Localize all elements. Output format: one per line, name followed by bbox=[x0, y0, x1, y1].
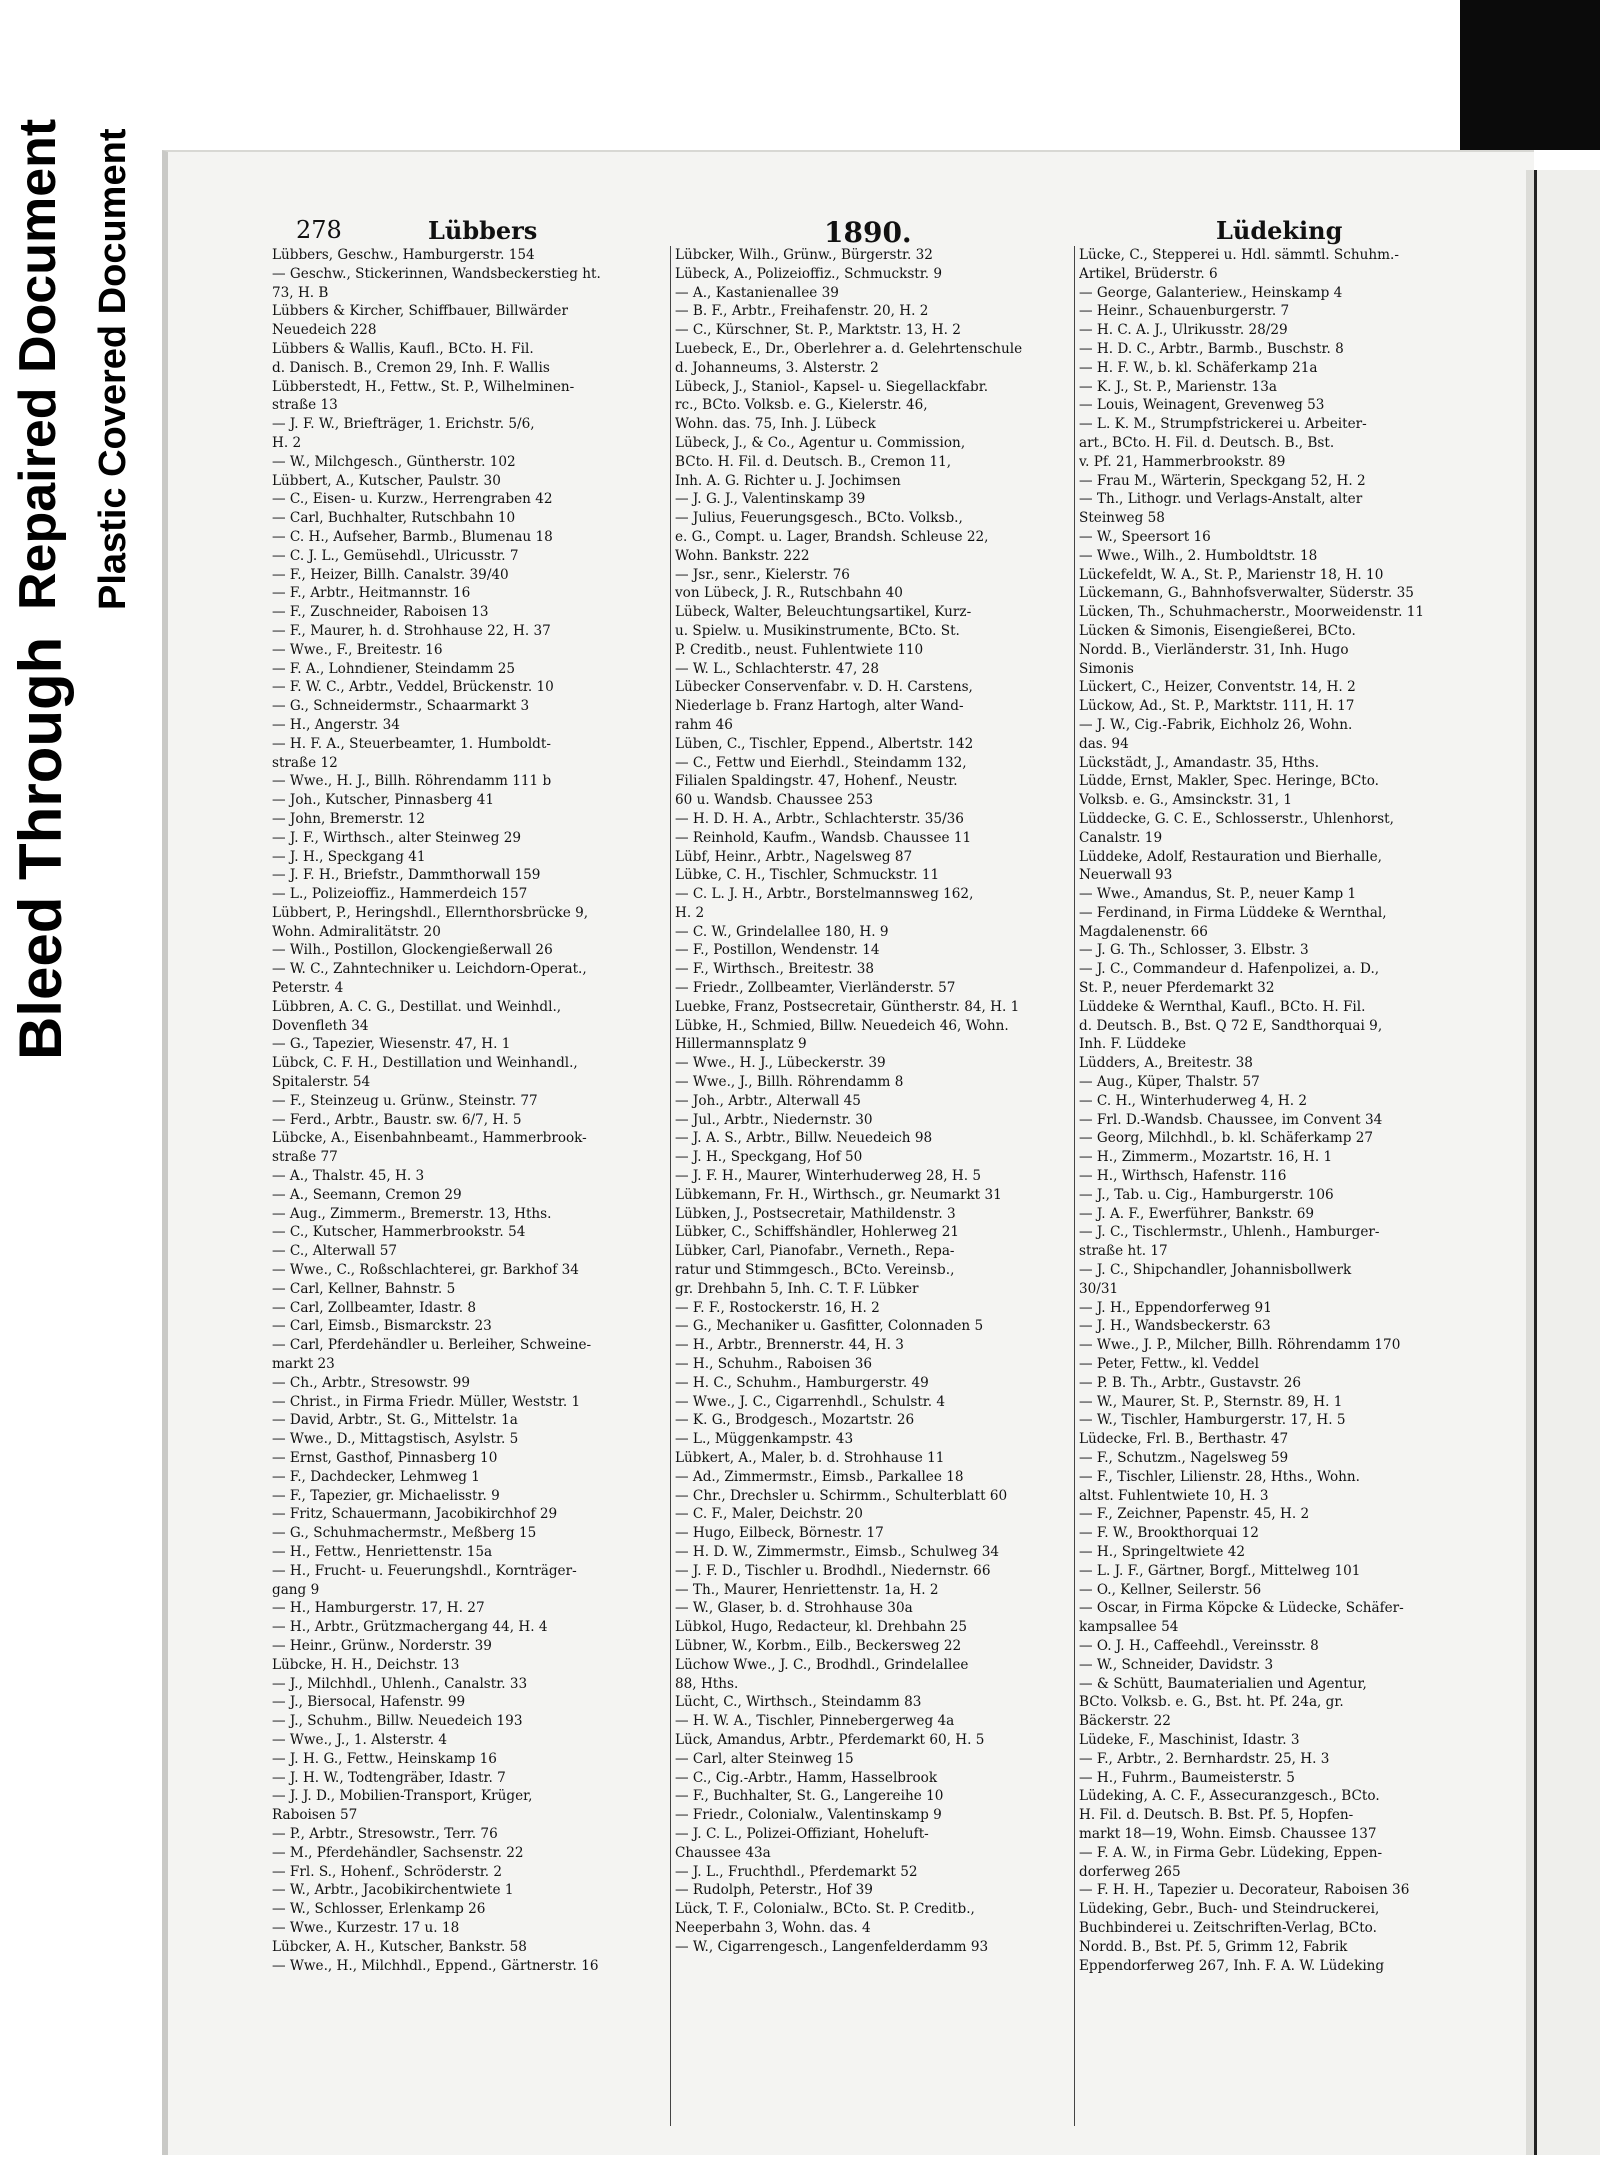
directory-entry: — H. C. A. J., Ulrikusstr. 28/29 bbox=[1079, 322, 1288, 339]
directory-entry: — M., Pferdehändler, Sachsenstr. 22 bbox=[272, 1844, 524, 1861]
directory-entry: — J. L., Fruchthdl., Pferdemarkt 52 bbox=[675, 1863, 918, 1880]
directory-entry: — Wwe., H., Milchhdl., Eppend., Gärtnerstr. 16 bbox=[272, 1957, 599, 1974]
directory-entry: Luebeck, E., Dr., Oberlehrer a. d. Gelehrtenschule bbox=[675, 340, 1023, 357]
directory-entry: Neuerwall 93 bbox=[1079, 867, 1173, 884]
directory-entry: — H. F. W., b. kl. Schäferkamp 21a bbox=[1079, 359, 1318, 376]
directory-entry: — Ernst, Gasthof, Pinnasberg 10 bbox=[272, 1450, 498, 1466]
directory-entry: — C. H., Winterhuderweg 4, H. 2 bbox=[1079, 1092, 1308, 1109]
directory-entry: — Wwe., J., 1. Alsterstr. 4 bbox=[272, 1731, 448, 1748]
directory-entry: Lübbers & Wallis, Kaufl., BCto. H. Fil. bbox=[272, 340, 534, 357]
directory-entry: — & Schütt, Baumaterialien und Agentur, bbox=[1079, 1675, 1367, 1692]
directory-entry: — H., Arbtr., Grützmachergang 44, H. 4 bbox=[272, 1619, 548, 1636]
column-3 bbox=[1074, 246, 1451, 2126]
directory-entry: H. Fil. d. Deutsch. B. Bst. Pf. 5, Hopfen- bbox=[1079, 1807, 1354, 1824]
directory-entry: Lückemann, G., Bahnhofsverwalter, Süderstr. 35 bbox=[1079, 585, 1414, 602]
directory-entry: — H., Fettw., Henriettenstr. 15a bbox=[272, 1543, 493, 1560]
directory-entry: — Friedr., Colonialw., Valentinskamp 9 bbox=[675, 1807, 942, 1824]
directory-entry: rc., BCto. Volksb. e. G., Kielerstr. 46, bbox=[675, 397, 928, 414]
directory-entry: — K. J., St. P., Marienstr. 13a bbox=[1079, 378, 1277, 395]
directory-entry: — L., Polizeioffiz., Hammerdeich 157 bbox=[272, 886, 528, 903]
directory-entry: straße 12 bbox=[272, 754, 338, 771]
directory-entry: — W., Schlosser, Erlenkamp 26 bbox=[272, 1901, 486, 1918]
directory-entry: — F. F., Rostockerstr. 16, H. 2 bbox=[675, 1299, 880, 1316]
directory-entry: — W., Maurer, St. P., Sternstr. 89, H. 1 bbox=[1079, 1393, 1343, 1410]
directory-entry: — J. F. W., Briefträger, 1. Erichstr. 5/6, bbox=[272, 416, 535, 433]
directory-entry: Lübke, C. H., Tischler, Schmuckstr. 11 bbox=[675, 867, 940, 884]
directory-entry: — H. D. C., Arbtr., Barmb., Buschstr. 8 bbox=[1079, 340, 1344, 357]
directory-entry: Lüddeke, Adolf, Restauration und Bierhalle, bbox=[1079, 848, 1382, 865]
directory-entry: — A., Thalstr. 45, H. 3 bbox=[272, 1168, 425, 1185]
directory-entry: — C., Fettw und Eierhdl., Steindamm 132, bbox=[675, 754, 967, 771]
directory-entry: Lück, T. F., Colonialw., BCto. St. P. Creditb., bbox=[675, 1901, 975, 1918]
directory-entry: P. Creditb., neust. Fuhlentwiete 110 bbox=[675, 641, 924, 658]
directory-entry: 88, Hths. bbox=[675, 1675, 739, 1692]
directory-entry: — Carl, alter Steinweg 15 bbox=[675, 1750, 854, 1767]
directory-entry: — Christ., in Firma Friedr. Müller, Weststr. 1 bbox=[272, 1393, 581, 1410]
directory-entry: — F., Buchhalter, St. G., Langereihe 10 bbox=[675, 1788, 944, 1805]
directory-entry: — George, Galanteriew., Heinskamp 4 bbox=[1079, 284, 1343, 301]
header-right-keyword: Lüdeking bbox=[1216, 216, 1343, 245]
directory-entry: — Wwe., D., Mittagstisch, Asylstr. 5 bbox=[272, 1431, 519, 1448]
page-gutter bbox=[1526, 170, 1534, 2155]
directory-entry: Lübecker Conservenfabr. v. D. H. Carstens, bbox=[675, 679, 973, 696]
directory-entry: — G., Schuhmachermstr., Meßberg 15 bbox=[272, 1525, 537, 1542]
directory-entry: — Ferd., Arbtr., Baustr. sw. 6/7, H. 5 bbox=[272, 1111, 522, 1128]
directory-entry: Simonis bbox=[1079, 660, 1134, 677]
directory-entry: straße 13 bbox=[272, 397, 338, 414]
directory-entry: — C. L. J. H., Arbtr., Borstelmannsweg 162, bbox=[675, 886, 974, 903]
directory-entry: — F., Zuschneider, Raboisen 13 bbox=[272, 604, 489, 621]
directory-entry: ratur und Stimmgesch., BCto. Vereinsb., bbox=[675, 1262, 955, 1279]
directory-entry: — J. C. L., Polizei-Offiziant, Hoheluft- bbox=[675, 1825, 929, 1842]
directory-entry: — C., Kutscher, Hammerbrookstr. 54 bbox=[272, 1224, 526, 1241]
directory-entry: d. Deutsch. B., Bst. Q 72 E, Sandthorquai 9, bbox=[1079, 1017, 1383, 1034]
directory-entry: — K. G., Brodgesch., Mozartstr. 26 bbox=[675, 1412, 915, 1429]
directory-entry: — J., Biersocal, Hafenstr. 99 bbox=[272, 1694, 466, 1711]
directory-entry: — J. F. H., Briefstr., Dammthorwall 159 bbox=[272, 867, 541, 884]
directory-entry: BCto. Volksb. e. G., Bst. ht. Pf. 24a, gr. bbox=[1079, 1694, 1344, 1711]
directory-entry: Lüdeke, F., Maschinist, Idastr. 3 bbox=[1079, 1731, 1300, 1748]
directory-entry: — Joh., Kutscher, Pinnasberg 41 bbox=[272, 792, 495, 809]
directory-entry: Lübcke, A., Eisenbahnbeamt., Hammerbrook- bbox=[272, 1130, 587, 1147]
directory-entry: Lüdde, Ernst, Makler, Spec. Heringe, BCto. bbox=[1079, 773, 1380, 790]
directory-entry: d. Danisch. B., Cremon 29, Inh. F. Wallis bbox=[272, 359, 550, 376]
directory-entry: — Julius, Feuerungsgesch., BCto. Volksb., bbox=[675, 510, 963, 527]
directory-entry: altst. Fuhlentwiete 10, H. 3 bbox=[1079, 1487, 1269, 1504]
directory-entry: Lübf, Heinr., Arbtr., Nagelsweg 87 bbox=[675, 848, 913, 865]
directory-entry: — Georg, Milchhdl., b. kl. Schäferkamp 27 bbox=[1079, 1130, 1374, 1147]
directory-entry: — J. C., Shipchandler, Johannisbollwerk bbox=[1079, 1262, 1352, 1279]
directory-entry: — J. C., Commandeur d. Hafenpolizei, a. D., bbox=[1079, 961, 1380, 978]
directory-entry: — J. F. D., Tischler u. Brodhdl., Niedernstr. 66 bbox=[675, 1562, 991, 1579]
directory-entry: Inh. F. Lüddeke bbox=[1079, 1036, 1186, 1053]
directory-entry: — W., Tischler, Hamburgerstr. 17, H. 5 bbox=[1079, 1412, 1346, 1429]
directory-entry: — Wwe., C., Roßschlachterei, gr. Barkhof 34 bbox=[272, 1262, 579, 1279]
directory-entry: Lübeck, J., Staniol-, Kapsel- u. Siegellackfabr. bbox=[675, 378, 989, 395]
directory-entry: Lübbert, P., Heringshdl., Ellernthorsbrücke 9, bbox=[272, 904, 589, 921]
directory-entry: — W. C., Zahntechniker u. Leichdorn-Operat., bbox=[272, 961, 587, 978]
directory-entry: — Frl. D.-Wandsb. Chaussee, im Convent 34 bbox=[1079, 1111, 1383, 1128]
directory-entry: — H., Angerstr. 34 bbox=[272, 716, 400, 733]
directory-entry: Hillermannsplatz 9 bbox=[675, 1036, 807, 1053]
directory-entry: — Hugo, Eilbeck, Börnestr. 17 bbox=[675, 1525, 884, 1542]
directory-entry: — F., Maurer, h. d. Strohhause 22, H. 37 bbox=[272, 622, 551, 639]
directory-entry: Lückstädt, J., Amandastr. 35, Hths. bbox=[1079, 754, 1320, 771]
directory-entry: Spitalerstr. 54 bbox=[272, 1074, 371, 1091]
directory-entry: — O., Kellner, Seilerstr. 56 bbox=[1079, 1581, 1262, 1598]
directory-entry: Nordd. B., Vierländerstr. 31, Inh. Hugo bbox=[1079, 641, 1349, 658]
directory-entry: — W., Arbtr., Jacobikirchentwiete 1 bbox=[272, 1882, 514, 1899]
directory-entry: — Fritz, Schauermann, Jacobikirchhof 29 bbox=[272, 1506, 558, 1523]
directory-entry: Lübcker, Wilh., Grünw., Bürgerstr. 32 bbox=[675, 247, 933, 263]
plastic-covered-document-label: Plastic Covered Document bbox=[92, 128, 134, 610]
directory-entry: — W., Schneider, Davidstr. 3 bbox=[1079, 1656, 1274, 1673]
directory-entry: Lücken & Simonis, Eisengießerei, BCto. bbox=[1079, 622, 1356, 639]
directory-entry: Wohn. Bankstr. 222 bbox=[675, 547, 810, 564]
directory-entry: — W., Glaser, b. d. Strohhause 30a bbox=[675, 1600, 913, 1617]
directory-entry: — Th., Lithogr. und Verlags-Anstalt, alter bbox=[1079, 491, 1363, 508]
directory-entry: Neeperbahn 3, Wohn. das. 4 bbox=[675, 1919, 871, 1936]
directory-entry: St. P., neuer Pferdemarkt 32 bbox=[1079, 980, 1275, 997]
directory-entry: u. Spielw. u. Musikinstrumente, BCto. St. bbox=[675, 622, 960, 639]
directory-entry: Lück, Amandus, Arbtr., Pferdemarkt 60, H. 5 bbox=[675, 1731, 985, 1748]
directory-entry: von Lübeck, J. R., Rutschbahn 40 bbox=[675, 585, 903, 602]
directory-entry: — F., Arbtr., 2. Bernhardstr. 25, H. 3 bbox=[1079, 1750, 1330, 1767]
directory-entry: — F., Dachdecker, Lehmweg 1 bbox=[272, 1468, 480, 1485]
directory-entry: — J. H., Eppendorferweg 91 bbox=[1079, 1299, 1272, 1316]
directory-entry: BCto. H. Fil. d. Deutsch. B., Cremon 11, bbox=[675, 453, 952, 470]
directory-entry: Lückow, Ad., St. P., Marktstr. 111, H. 17 bbox=[1079, 698, 1355, 715]
directory-entry: — Carl, Kellner, Bahnstr. 5 bbox=[272, 1280, 456, 1297]
adjacent-page-edge bbox=[1534, 170, 1600, 2155]
page-number: 278 bbox=[296, 216, 342, 244]
directory-entry: Lücken, Th., Schuhmacherstr., Moorweidenstr. 11 bbox=[1079, 604, 1425, 621]
directory-entry: Lüddecke, G. C. E., Schlosserstr., Uhlenhorst, bbox=[1079, 810, 1394, 827]
directory-entry: — C., Cig.-Arbtr., Hamm, Hasselbrook bbox=[675, 1769, 938, 1786]
directory-entry: — H., Hamburgerstr. 17, H. 27 bbox=[272, 1600, 485, 1617]
directory-entry: — H., Frucht- u. Feuerungshdl., Kornträger- bbox=[272, 1562, 577, 1579]
directory-entry: Lücke, C., Stepperei u. Hdl. sämmtl. Schuhm.- bbox=[1079, 247, 1399, 263]
directory-entry: — A., Kastanienallee 39 bbox=[675, 284, 839, 301]
directory-entry: — H., Wirthsch, Hafenstr. 116 bbox=[1079, 1168, 1287, 1185]
directory-entry: Eppendorferweg 267, Inh. F. A. W. Lüdeking bbox=[1079, 1957, 1385, 1974]
directory-entry: — J. C., Tischlermstr., Uhlenh., Hamburger- bbox=[1079, 1224, 1380, 1241]
directory-entry: — F. A. W., in Firma Gebr. Lüdeking, Eppen- bbox=[1079, 1844, 1383, 1861]
directory-entry: — G., Schneidermstr., Schaarmarkt 3 bbox=[272, 698, 530, 715]
header-year: 1890. bbox=[824, 216, 912, 249]
directory-entry: — W., Milchgesch., Güntherstr. 102 bbox=[272, 453, 516, 470]
directory-entry: — Joh., Arbtr., Alterwall 45 bbox=[675, 1092, 861, 1109]
directory-entry: — J. J. D., Mobilien-Transport, Krüger, bbox=[272, 1788, 533, 1805]
directory-entry: — J. F. H., Maurer, Winterhuderweg 28, H. 5 bbox=[675, 1168, 982, 1185]
directory-entry: — Carl, Pferdehändler u. Berleiher, Schweine- bbox=[272, 1337, 592, 1354]
directory-entry: — H. D. H. A., Arbtr., Schlachterstr. 35/36 bbox=[675, 810, 964, 827]
directory-entry: Lüddeke & Wernthal, Kaufl., BCto. H. Fil. bbox=[1079, 998, 1366, 1015]
directory-entry: Filialen Spaldingstr. 47, Hohenf., Neustr. bbox=[675, 773, 958, 790]
directory-entry: Wohn. Admiralitätstr. 20 bbox=[272, 923, 441, 940]
directory-entry: — J., Milchhdl., Uhlenh., Canalstr. 33 bbox=[272, 1675, 528, 1692]
directory-entry: — Reinhold, Kaufm., Wandsb. Chaussee 11 bbox=[675, 829, 972, 846]
directory-entry: — J., Schuhm., Billw. Neuedeich 193 bbox=[272, 1713, 523, 1730]
directory-entry: — Ferdinand, in Firma Lüddeke & Wernthal, bbox=[1079, 904, 1387, 921]
directory-entry: Lübeck, A., Polizeioffiz., Schmuckstr. 9 bbox=[675, 265, 943, 282]
directory-entry: — Th., Maurer, Henriettenstr. 1a, H. 2 bbox=[675, 1581, 939, 1598]
directory-entry: — Wwe., H. J., Lübeckerstr. 39 bbox=[675, 1055, 886, 1072]
directory-entry: — Wwe., H. J., Billh. Röhrendamm 111 b bbox=[272, 773, 552, 790]
directory-entry: Lüben, C., Tischler, Eppend., Albertstr. 142 bbox=[675, 735, 974, 752]
directory-entry: d. Johanneums, 3. Alsterstr. 2 bbox=[675, 359, 879, 376]
directory-entry: — Frau M., Wärterin, Speckgang 52, H. 2 bbox=[1079, 472, 1366, 489]
repaired-document-label: Repaired Document bbox=[9, 118, 67, 610]
directory-entry: H. 2 bbox=[675, 904, 705, 921]
directory-entry: — Rudolph, Peterstr., Hof 39 bbox=[675, 1882, 873, 1899]
directory-entry: Magdalenenstr. 66 bbox=[1079, 923, 1208, 940]
directory-entry: Chaussee 43a bbox=[675, 1844, 771, 1861]
directory-entry: H. 2 bbox=[272, 434, 302, 451]
directory-entry: — John, Bremerstr. 12 bbox=[272, 810, 426, 827]
directory-entry: — C., Kürschner, St. P., Marktstr. 13, H. 2 bbox=[675, 322, 961, 339]
directory-entry: — C. J. L., Gemüsehdl., Ulricusstr. 7 bbox=[272, 547, 519, 564]
directory-entry: — F., Zeichner, Papenstr. 45, H. 2 bbox=[1079, 1506, 1310, 1523]
directory-entry: — Peter, Fettw., kl. Veddel bbox=[1079, 1356, 1259, 1373]
directory-entry: Lückert, C., Heizer, Conventstr. 14, H. 2 bbox=[1079, 679, 1356, 696]
directory-entry: Lückefeldt, W. A., St. P., Marienstr 18, H. 10 bbox=[1079, 566, 1384, 583]
directory-entry: — F., Arbtr., Heitmannstr. 16 bbox=[272, 585, 471, 602]
directory-entry: Lübkert, A., Maler, b. d. Strohhause 11 bbox=[675, 1450, 945, 1466]
directory-entry: Lübcker, A. H., Kutscher, Bankstr. 58 bbox=[272, 1938, 527, 1955]
directory-entry: Nordd. B., Bst. Pf. 5, Grimm 12, Fabrik bbox=[1079, 1938, 1348, 1955]
directory-entry: Lüchow Wwe., J. C., Brodhdl., Grindelallee bbox=[675, 1656, 969, 1673]
directory-entry: — Chr., Drechsler u. Schirmm., Schulterblatt 60 bbox=[675, 1487, 1008, 1504]
directory-entry: — P., Arbtr., Stresowstr., Terr. 76 bbox=[272, 1825, 498, 1842]
directory-entry: — J. H., Speckgang, Hof 50 bbox=[675, 1149, 863, 1166]
directory-entry: — F., Steinzeug u. Grünw., Steinstr. 77 bbox=[272, 1092, 538, 1109]
directory-entry: — W. L., Schlachterstr. 47, 28 bbox=[675, 660, 879, 677]
header-left-keyword: Lübbers bbox=[428, 216, 538, 245]
directory-entry: — C. H., Aufseher, Barmb., Blumenau 18 bbox=[272, 528, 553, 545]
directory-entry: gang 9 bbox=[272, 1581, 320, 1598]
directory-entry: Lübeck, Walter, Beleuchtungsartikel, Kurz- bbox=[675, 604, 972, 621]
directory-entry: — J. G. J., Valentinskamp 39 bbox=[675, 491, 866, 508]
directory-entry: — F. H. H., Tapezier u. Decorateur, Raboisen 36 bbox=[1079, 1882, 1410, 1899]
directory-entry: Lübner, W., Korbm., Eilb., Beckersweg 22 bbox=[675, 1637, 962, 1654]
directory-entry: — F., Wirthsch., Breitestr. 38 bbox=[675, 961, 875, 978]
directory-columns bbox=[272, 246, 1425, 2126]
directory-entry: — Jul., Arbtr., Niedernstr. 30 bbox=[675, 1111, 873, 1128]
directory-entry: — G., Tapezier, Wiesenstr. 47, H. 1 bbox=[272, 1036, 511, 1053]
directory-entry: Lücht, C., Wirthsch., Steindamm 83 bbox=[675, 1694, 922, 1711]
directory-entry: Lüdders, A., Breitestr. 38 bbox=[1079, 1055, 1253, 1072]
directory-entry: Bäckerstr. 22 bbox=[1079, 1713, 1171, 1730]
directory-entry: Lüdeking, A. C. F., Assecuranzgesch., BCto. bbox=[1079, 1788, 1380, 1805]
directory-entry: — Wwe., J., Billh. Röhrendamm 8 bbox=[675, 1074, 904, 1091]
directory-entry: — F., Postillon, Wendenstr. 14 bbox=[675, 942, 880, 959]
directory-entry: Volksb. e. G., Amsinckstr. 31, 1 bbox=[1079, 792, 1292, 809]
directory-entry: — F., Tapezier, gr. Michaelisstr. 9 bbox=[272, 1487, 500, 1504]
directory-entry: — H. C., Schuhm., Hamburgerstr. 49 bbox=[675, 1374, 929, 1391]
directory-entry: gr. Drehbahn 5, Inh. C. T. F. Lübker bbox=[675, 1280, 919, 1297]
directory-entry: — F. W., Brookthorquai 12 bbox=[1079, 1525, 1259, 1542]
directory-entry: — H., Fuhrm., Baumeisterstr. 5 bbox=[1079, 1769, 1295, 1786]
directory-entry: — H., Zimmerm., Mozartstr. 16, H. 1 bbox=[1079, 1149, 1333, 1166]
directory-entry: Lübken, J., Postsecretair, Mathildenstr. 3 bbox=[675, 1205, 956, 1222]
directory-entry: — H. D. W., Zimmermstr., Eimsb., Schulweg 34 bbox=[675, 1543, 1000, 1560]
directory-entry: — Aug., Küper, Thalstr. 57 bbox=[1079, 1074, 1260, 1091]
directory-entry: markt 23 bbox=[272, 1356, 335, 1373]
directory-entry: — Frl. S., Hohenf., Schröderstr. 2 bbox=[272, 1863, 503, 1880]
directory-entry: Lübke, H., Schmied, Billw. Neuedeich 46, Wohn. bbox=[675, 1017, 1009, 1034]
directory-entry: Lübbers, Geschw., Hamburgerstr. 154 bbox=[272, 247, 535, 263]
directory-entry: — Carl, Buchhalter, Rutschbahn 10 bbox=[272, 510, 516, 527]
directory-entry: — Aug., Zimmerm., Bremerstr. 13, Hths. bbox=[272, 1205, 552, 1222]
directory-entry: — Oscar, in Firma Köpcke & Lüdecke, Schäfer- bbox=[1079, 1600, 1404, 1617]
directory-entry: — J. G. Th., Schlosser, 3. Elbstr. 3 bbox=[1079, 942, 1309, 959]
directory-entry: — P. B. Th., Arbtr., Gustavstr. 26 bbox=[1079, 1374, 1302, 1391]
directory-entry: — L. K. M., Strumpfstrickerei u. Arbeiter- bbox=[1079, 416, 1367, 433]
directory-entry: Raboisen 57 bbox=[272, 1807, 358, 1824]
directory-entry: — G., Mechaniker u. Gasfitter, Colonnaden 5 bbox=[675, 1318, 984, 1335]
directory-entry: — Wwe., Wilh., 2. Humboldtstr. 18 bbox=[1079, 547, 1318, 564]
directory-entry: — C. F., Maler, Deichstr. 20 bbox=[675, 1506, 863, 1523]
directory-entry: Dovenfleth 34 bbox=[272, 1017, 369, 1034]
directory-entry: 30/31 bbox=[1079, 1280, 1119, 1297]
directory-entry: Lübker, C., Schiffshändler, Hohlerweg 21 bbox=[675, 1224, 959, 1241]
directory-entry: — F. W. C., Arbtr., Veddel, Brückenstr. 10 bbox=[272, 679, 554, 696]
directory-entry: v. Pf. 21, Hammerbrookstr. 89 bbox=[1079, 453, 1286, 470]
directory-entry: Lübberstedt, H., Fettw., St. P., Wilhelminen- bbox=[272, 378, 575, 395]
directory-entry: Lübkol, Hugo, Redacteur, kl. Drehbahn 25 bbox=[675, 1619, 967, 1636]
directory-entry: Lübeck, J., & Co., Agentur u. Commission, bbox=[675, 434, 966, 451]
scan-background-corner bbox=[1460, 0, 1600, 150]
directory-entry: — J. A. S., Arbtr., Billw. Neuedeich 98 bbox=[675, 1130, 933, 1147]
directory-entry: 73, H. B bbox=[272, 284, 329, 301]
directory-entry: Luebke, Franz, Postsecretair, Güntherstr. 84, H. 1 bbox=[675, 998, 1020, 1015]
directory-entry: — L., Müggenkampstr. 43 bbox=[675, 1431, 854, 1448]
directory-entry: — Ad., Zimmermstr., Eimsb., Parkallee 18 bbox=[675, 1468, 964, 1485]
directory-entry: — David, Arbtr., St. G., Mittelstr. 1a bbox=[272, 1412, 518, 1429]
directory-entry: — O. J. H., Caffeehdl., Vereinsstr. 8 bbox=[1079, 1637, 1319, 1654]
directory-entry: e. G., Compt. u. Lager, Brandsh. Schleuse 22, bbox=[675, 528, 989, 545]
directory-entry: Wohn. das. 75, Inh. J. Lübeck bbox=[675, 416, 876, 433]
directory-entry: — Ch., Arbtr., Stresowstr. 99 bbox=[272, 1374, 470, 1391]
directory-entry: — H., Arbtr., Brennerstr. 44, H. 3 bbox=[675, 1337, 904, 1354]
directory-entry: — Wilh., Postillon, Glockengießerwall 26 bbox=[272, 942, 553, 959]
directory-entry: — Jsr., senr., Kielerstr. 76 bbox=[675, 566, 850, 583]
directory-entry: — A., Seemann, Cremon 29 bbox=[272, 1186, 462, 1203]
directory-entry: Lüdeking, Gebr., Buch- und Steindruckerei, bbox=[1079, 1901, 1380, 1918]
directory-entry: Lübbren, A. C. G., Destillat. und Weinhdl., bbox=[272, 998, 562, 1015]
directory-entry: 60 u. Wandsb. Chaussee 253 bbox=[675, 792, 874, 809]
directory-entry: — L. J. F., Gärtner, Borgf., Mittelweg 101 bbox=[1079, 1562, 1361, 1579]
directory-entry: — Louis, Weinagent, Grevenweg 53 bbox=[1079, 397, 1325, 414]
directory-entry: kampsallee 54 bbox=[1079, 1619, 1179, 1636]
directory-entry: — J. H. W., Todtengräber, Idastr. 7 bbox=[272, 1769, 506, 1786]
directory-entry: — Wwe., Amandus, St. P., neuer Kamp 1 bbox=[1079, 886, 1357, 903]
directory-entry: das. 94 bbox=[1079, 735, 1129, 752]
directory-entry: markt 18—19, Wohn. Eimsb. Chaussee 137 bbox=[1079, 1825, 1377, 1842]
directory-entry: — Heinr., Grünw., Norderstr. 39 bbox=[272, 1637, 492, 1654]
directory-entry: Lübcke, H. H., Deichstr. 13 bbox=[272, 1656, 460, 1673]
directory-entry: Lübbers & Kircher, Schiffbauer, Billwärder bbox=[272, 303, 568, 320]
directory-entry: — Wwe., J. C., Cigarrenhdl., Schulstr. 4 bbox=[675, 1393, 946, 1410]
directory-entry: — F., Schutzm., Nagelsweg 59 bbox=[1079, 1450, 1289, 1466]
directory-entry: Lübck, C. F. H., Destillation und Weinhandl., bbox=[272, 1055, 578, 1072]
directory-entry: — C., Alterwall 57 bbox=[272, 1243, 398, 1260]
directory-entry: — J. F., Wirthsch., alter Steinweg 29 bbox=[272, 829, 522, 846]
directory-entry: — C. W., Grindelallee 180, H. 9 bbox=[675, 923, 889, 940]
directory-entry: straße 77 bbox=[272, 1149, 338, 1166]
directory-entry: — Heinr., Schauenburgerstr. 7 bbox=[1079, 303, 1290, 320]
directory-entry: Lübker, Carl, Pianofabr., Verneth., Repa- bbox=[675, 1243, 955, 1260]
directory-entry: — J. W., Cig.-Fabrik, Eichholz 26, Wohn. bbox=[1079, 716, 1353, 733]
directory-entry: — H. W. A., Tischler, Pinnebergerweg 4a bbox=[675, 1713, 955, 1730]
directory-entry: — J., Tab. u. Cig., Hamburgerstr. 106 bbox=[1079, 1186, 1334, 1203]
directory-entry: — H., Schuhm., Raboisen 36 bbox=[675, 1356, 873, 1373]
directory-entry: art., BCto. H. Fil. d. Deutsch. B., Bst. bbox=[1079, 434, 1335, 451]
directory-entry: — J. A. F., Ewerführer, Bankstr. 69 bbox=[1079, 1205, 1314, 1222]
directory-entry: — J. H., Speckgang 41 bbox=[272, 848, 426, 865]
directory-entry: Niederlage b. Franz Hartogh, alter Wand- bbox=[675, 698, 964, 715]
directory-entry: — F. A., Lohndiener, Steindamm 25 bbox=[272, 660, 516, 677]
column-2 bbox=[670, 246, 1079, 2126]
directory-entry: — H. F. A., Steuerbeamter, 1. Humboldt- bbox=[272, 735, 551, 752]
directory-entry: Artikel, Brüderstr. 6 bbox=[1079, 265, 1218, 282]
directory-entry: — Wwe., F., Breitestr. 16 bbox=[272, 641, 443, 658]
directory-entry: Canalstr. 19 bbox=[1079, 829, 1163, 846]
directory-entry: — J. H. G., Fettw., Heinskamp 16 bbox=[272, 1750, 497, 1767]
directory-entry: — F., Heizer, Billh. Canalstr. 39/40 bbox=[272, 566, 509, 583]
directory-entry: — B. F., Arbtr., Freihafenstr. 20, H. 2 bbox=[675, 303, 929, 320]
directory-entry: — F., Tischler, Lilienstr. 28, Hths., Wohn. bbox=[1079, 1468, 1360, 1485]
directory-entry: Lübkemann, Fr. H., Wirthsch., gr. Neumarkt 31 bbox=[675, 1186, 1002, 1203]
directory-entry: dorferweg 265 bbox=[1079, 1863, 1181, 1880]
directory-entry: — Carl, Eimsb., Bismarckstr. 23 bbox=[272, 1318, 492, 1335]
directory-entry: — C., Eisen- u. Kurzw., Herrengraben 42 bbox=[272, 491, 553, 508]
directory-entry: — Wwe., Kurzestr. 17 u. 18 bbox=[272, 1919, 460, 1936]
directory-entry: — J. H., Wandsbeckerstr. 63 bbox=[1079, 1318, 1271, 1335]
directory-entry: Lübbert, A., Kutscher, Paulstr. 30 bbox=[272, 472, 501, 489]
directory-entry: Peterstr. 4 bbox=[272, 980, 344, 997]
directory-entry: Buchbinderei u. Zeitschriften-Verlag, BCto. bbox=[1079, 1919, 1377, 1936]
bleed-through-label: Bleed Through bbox=[7, 636, 74, 1060]
directory-entry: — Geschw., Stickerinnen, Wandsbeckerstieg ht. bbox=[272, 265, 601, 282]
directory-entry: rahm 46 bbox=[675, 716, 733, 733]
directory-entry: Lüdecke, Frl. B., Berthastr. 47 bbox=[1079, 1431, 1289, 1448]
directory-entry: — W., Speersort 16 bbox=[1079, 528, 1211, 545]
directory-entry: — Friedr., Zollbeamter, Vierländerstr. 57 bbox=[675, 980, 956, 997]
directory-entry: — H., Springeltwiete 42 bbox=[1079, 1543, 1246, 1560]
directory-entry: Neuedeich 228 bbox=[272, 322, 377, 339]
column-1 bbox=[272, 246, 672, 2126]
directory-entry: — W., Cigarrengesch., Langenfelderdamm 93 bbox=[675, 1938, 989, 1955]
directory-entry: Steinweg 58 bbox=[1079, 510, 1165, 527]
directory-entry: Inh. A. G. Richter u. J. Jochimsen bbox=[675, 472, 901, 489]
directory-entry: — Wwe., J. P., Milcher, Billh. Röhrendamm 170 bbox=[1079, 1337, 1401, 1354]
directory-entry: straße ht. 17 bbox=[1079, 1243, 1168, 1260]
directory-entry: — Carl, Zollbeamter, Idastr. 8 bbox=[272, 1299, 477, 1316]
